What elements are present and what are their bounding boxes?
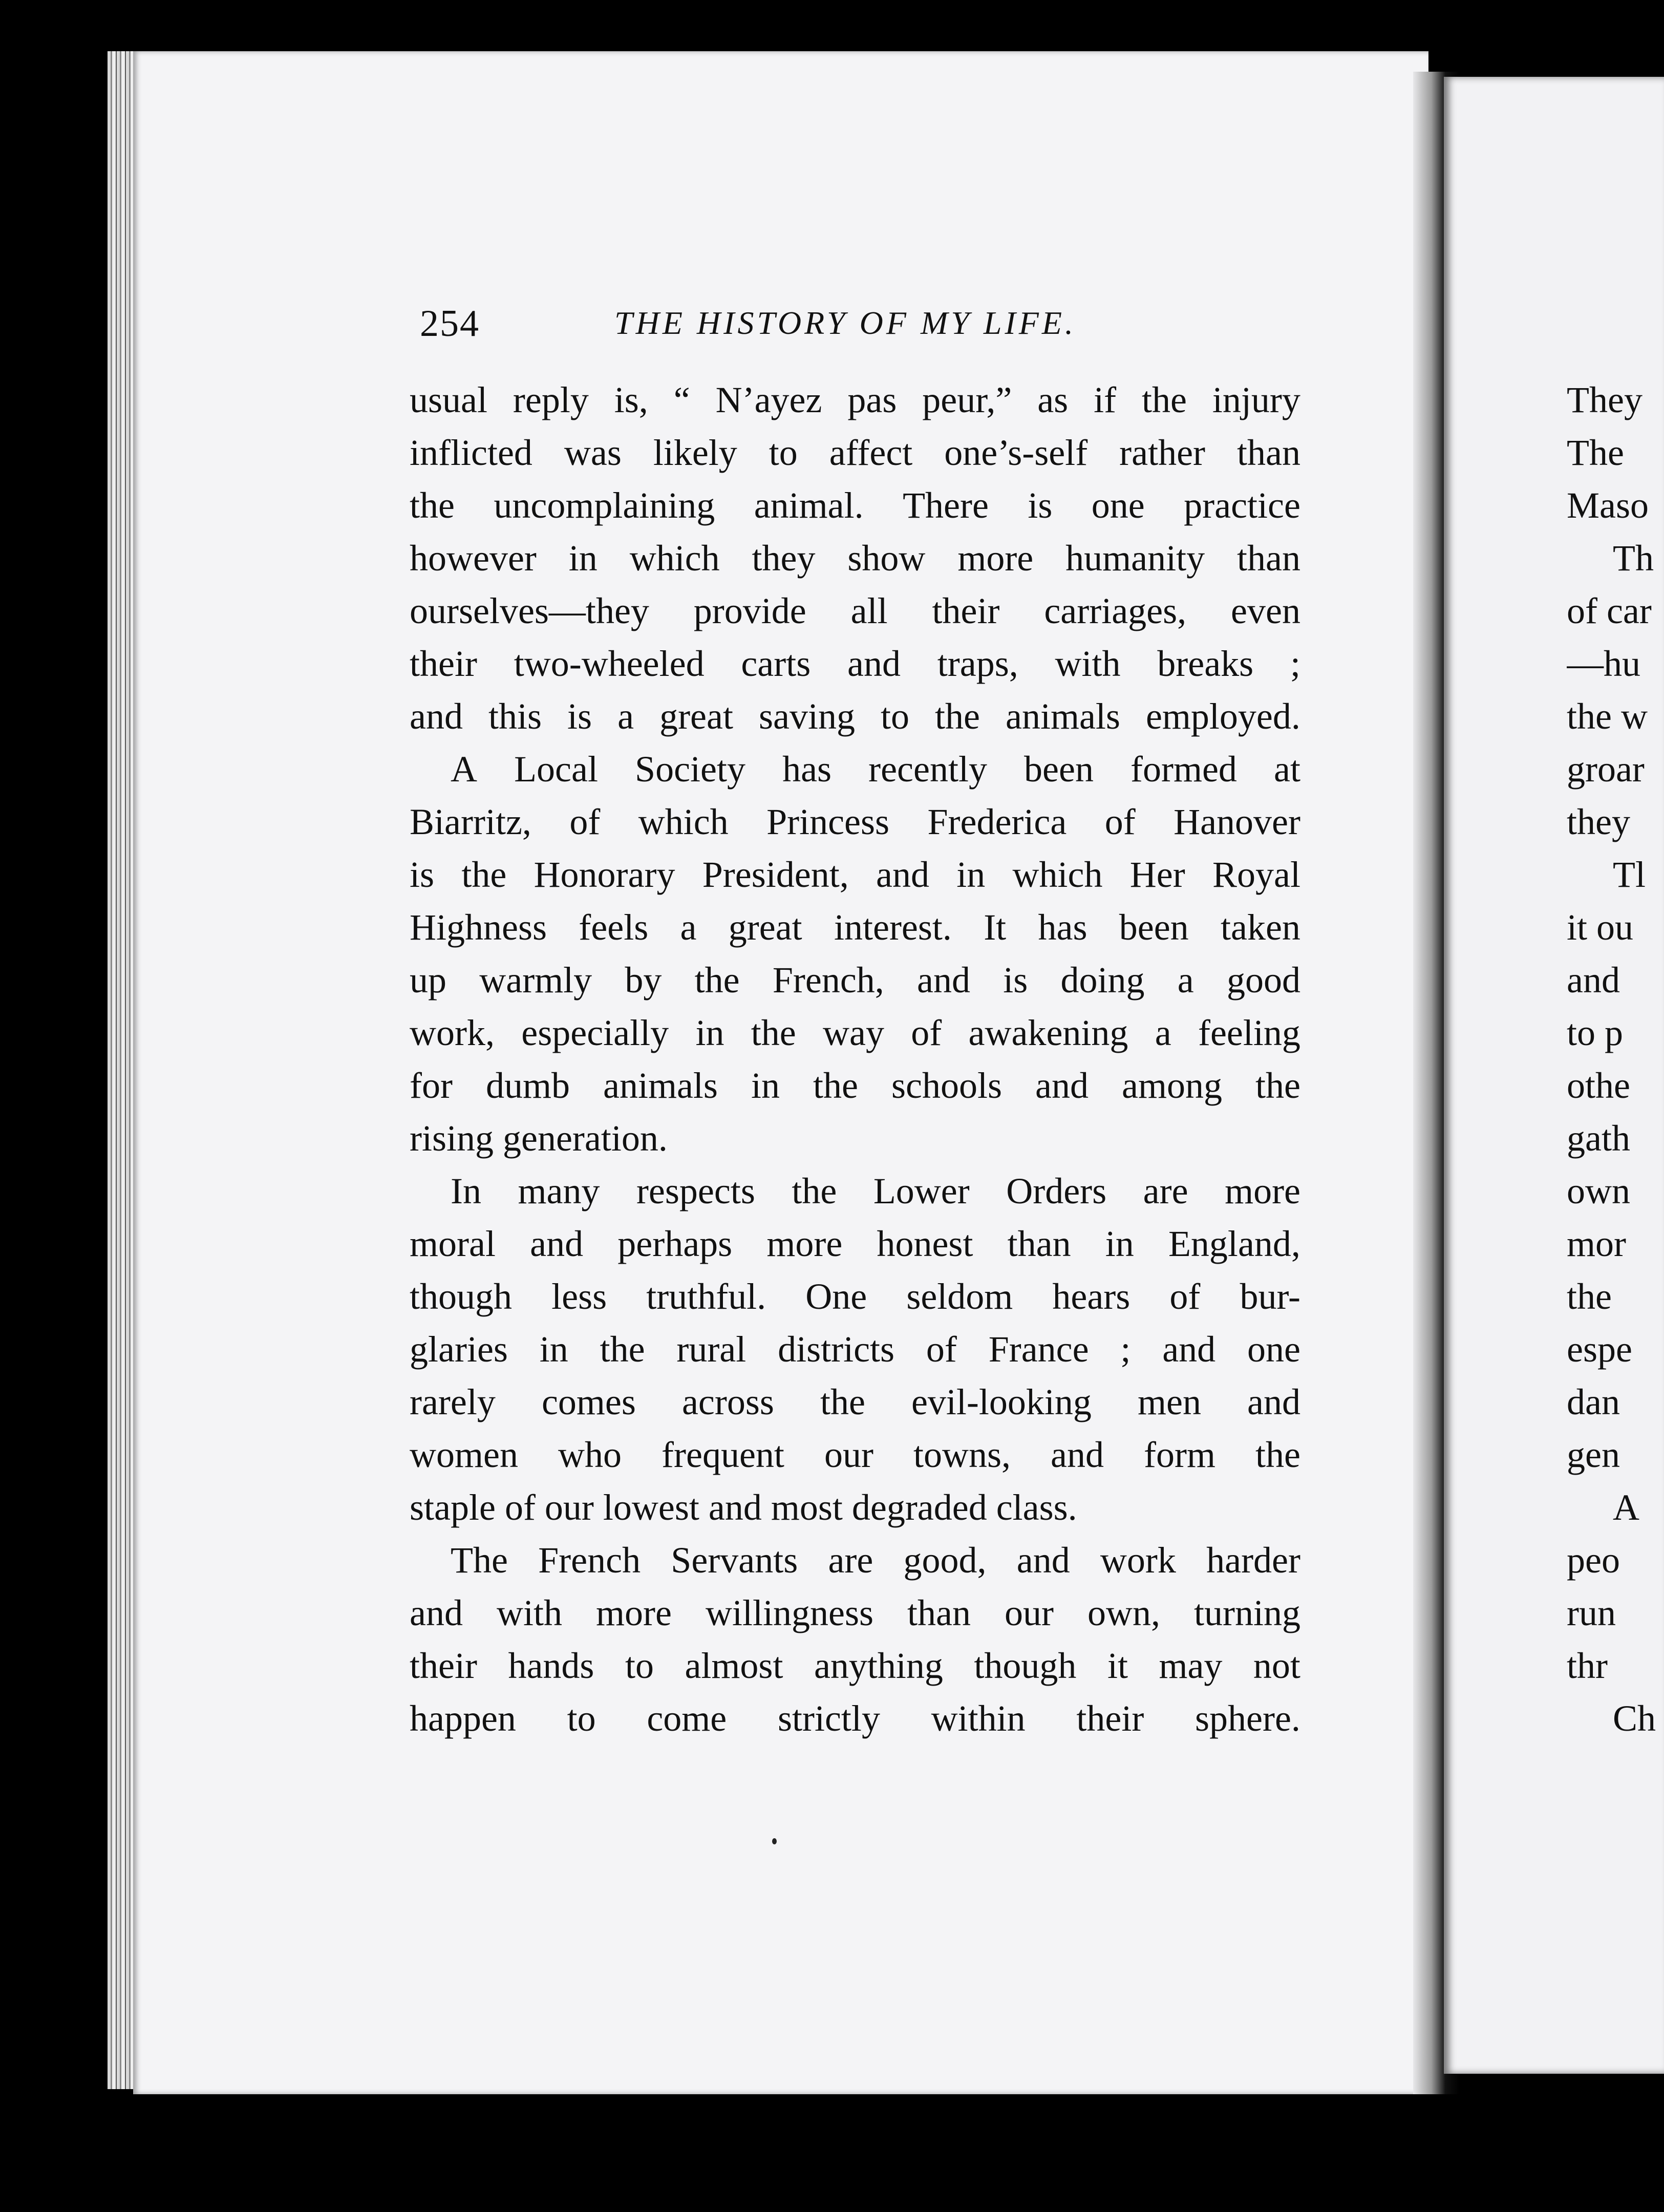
clipped-text-line: othe — [1567, 1065, 1630, 1106]
clipped-text-line: the w — [1567, 696, 1648, 737]
text-line: ourselves—they provide all their carriages, even — [410, 590, 1300, 631]
text-line: though less truthful. One seldom hears of bur- — [410, 1276, 1300, 1317]
text-line: Highness feels a great interest. It has been taken — [410, 907, 1300, 948]
clipped-text-line: the — [1567, 1276, 1612, 1317]
clipped-text-line: they — [1567, 801, 1630, 842]
clipped-text-line: A — [1613, 1487, 1639, 1528]
clipped-text-line: espe — [1567, 1329, 1632, 1370]
text-line: up warmly by the French, and is doing a good — [410, 960, 1300, 1001]
clipped-text-line: They — [1567, 379, 1642, 420]
clipped-text-line: own — [1567, 1171, 1630, 1211]
clipped-text-line: —hu — [1567, 643, 1640, 684]
text-line: rising generation. — [410, 1118, 668, 1159]
clipped-text-line: groar — [1567, 749, 1645, 790]
clipped-text-line: thr — [1567, 1645, 1608, 1686]
text-line: work, especially in the way of awakening a feeling — [410, 1012, 1300, 1053]
clipped-text-line: gen — [1567, 1434, 1620, 1475]
text-line: is the Honorary President, and in which Her Royal — [410, 854, 1300, 895]
text-line: women who frequent our towns, and form the — [410, 1434, 1300, 1475]
running-title: THE HISTORY OF MY LIFE. — [614, 305, 1076, 341]
print-speck — [772, 1838, 777, 1844]
text-line: and this is a great saving to the animals employed. — [410, 696, 1300, 737]
text-line: glaries in the rural districts of France ; and one — [410, 1329, 1300, 1370]
clipped-text-line: Ch — [1613, 1698, 1656, 1739]
clipped-text-line: Maso — [1567, 485, 1649, 526]
text-line: however in which they show more humanity than — [410, 538, 1300, 579]
text-line: happen to come strictly within their sphere. — [410, 1698, 1300, 1739]
text-line: for dumb animals in the schools and among the — [410, 1065, 1300, 1106]
text-line: the uncomplaining animal. There is one practice — [410, 485, 1300, 526]
clipped-text-line: and — [1567, 960, 1620, 1001]
text-line: moral and perhaps more honest than in England, — [410, 1223, 1300, 1264]
text-line: rarely comes across the evil-looking men and — [410, 1381, 1300, 1422]
clipped-text-line: to p — [1567, 1012, 1624, 1053]
text-line: usual reply is, “ N’ayez pas peur,” as if the injury — [410, 379, 1300, 420]
right-page-partial-text — [1567, 374, 1664, 1745]
clipped-text-line: gath — [1567, 1118, 1630, 1159]
text-line: Biarritz, of which Princess Frederica of Hanover — [410, 801, 1300, 842]
page-header — [420, 302, 1106, 353]
clipped-text-line: it ou — [1567, 907, 1634, 948]
clipped-text-line: run — [1567, 1592, 1616, 1633]
clipped-text-line: Tl — [1613, 854, 1646, 895]
clipped-text-line: Th — [1613, 538, 1654, 579]
text-line: A Local Society has recently been formed at — [451, 749, 1300, 790]
text-line: inflicted was likely to affect one’s-self rather than — [410, 432, 1300, 473]
text-line: and with more willingness than our own, turning — [410, 1592, 1300, 1633]
text-line: their two-wheeled carts and traps, with breaks ; — [410, 643, 1300, 684]
text-line: In many respects the Lower Orders are more — [451, 1171, 1300, 1211]
clipped-text-line: The — [1567, 432, 1624, 473]
clipped-text-line: of car — [1567, 590, 1652, 631]
text-line: The French Servants are good, and work harder — [451, 1540, 1300, 1581]
page-number: 254 — [420, 303, 480, 345]
clipped-text-line: peo — [1567, 1540, 1620, 1581]
text-line: staple of our lowest and most degraded class. — [410, 1487, 1077, 1528]
clipped-text-line: mor — [1567, 1223, 1626, 1264]
left-page-body-text — [410, 374, 1300, 1745]
text-line: their hands to almost anything though it may not — [410, 1645, 1300, 1686]
clipped-text-line: dan — [1567, 1381, 1620, 1422]
